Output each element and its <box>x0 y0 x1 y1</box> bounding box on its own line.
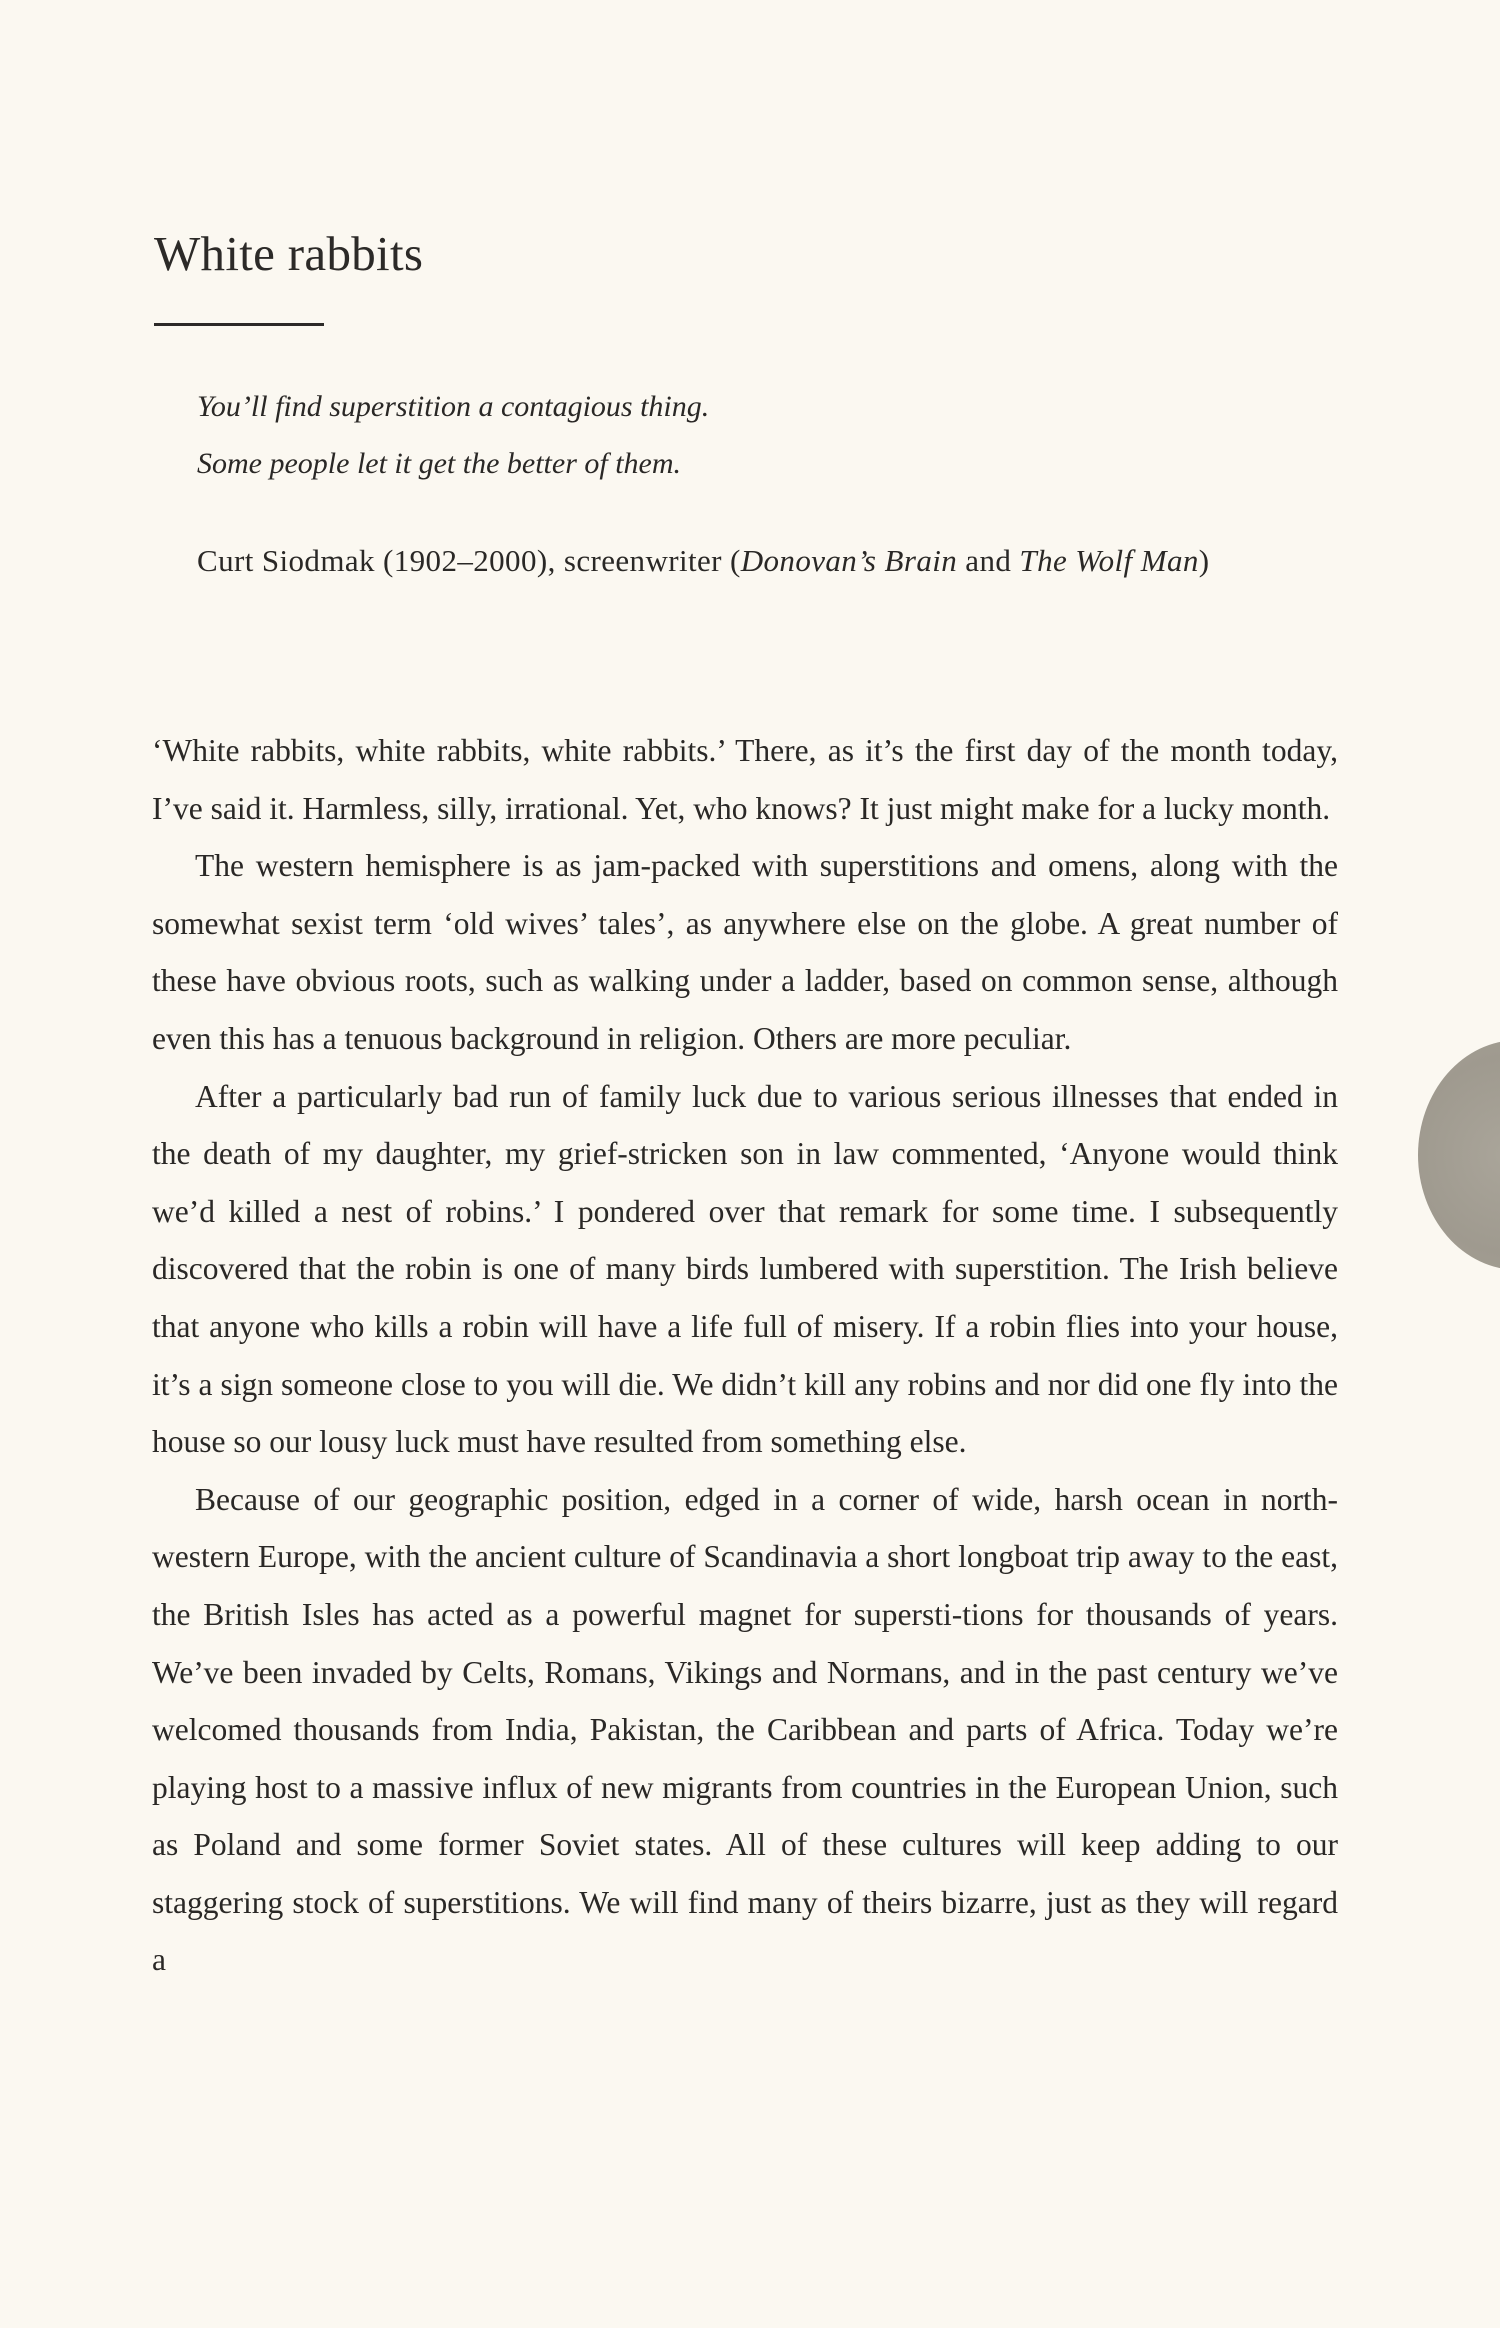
epigraph-attribution <box>197 532 1317 589</box>
attribution-work-1: Donovan’s Brain <box>740 543 958 578</box>
attribution-work-2: The Wolf Man <box>1019 543 1199 578</box>
body-text <box>152 722 1338 1989</box>
paragraph: ‘White rabbits, white rabbits, white rabbits.’ There, as it’s the first day of the month today, I’ve said it. Harmless, silly, irrational. Yet, who knows? It just might make for a lucky month. <box>152 733 1338 826</box>
epigraph-line: You’ll find superstition a contagious thing. <box>197 390 710 423</box>
paragraph: After a particularly bad run of family luck due to various serious illnesses that ended in the death of my daughter, my grief-stricken son in law commented, ‘Anyone would think we’d killed a nest of robins.’ I pondered over that remark for some time. I subsequently discovered that the robin is one of many birds lumbered with superstition. The Irish believe that anyone who kills a robin will have a life full of misery. If a robin flies into your house, it’s a sign someone close to you will die. We didn’t kill any robins and nor did one fly into the house so our lousy luck must have resulted from something else. <box>152 1078 1338 1460</box>
attribution-prefix: Curt Siodmak (1902–2000), screenwriter ( <box>197 543 741 578</box>
thumb-index-tab <box>1418 1040 1500 1270</box>
paragraph: Because of our geographic position, edged in a corner of wide, harsh ocean in north-western Europe, with the ancient culture of Scandinavia a short longboat trip away to the east, the British Isles has acted as a powerful magnet for supersti-tions for thousands of years. We’ve been invaded by Celts, Romans, Vikings and Normans, and in the past century we’ve welcomed thousands from India, Pakistan, the Caribbean and parts of Africa. Today we’re playing host to a massive influx of new migrants from countries in the European Union, such as Poland and some former Soviet states. All of these cultures will keep adding to our staggering stock of superstitions. We will find many of theirs bizarre, just as they will regard a <box>152 1481 1338 1978</box>
paragraph: The western hemisphere is as jam-packed with superstitions and omens, along with the somewhat sexist term ‘old wives’ tales’, as anywhere else on the globe. A great number of these have obvious roots, such as walking under a ladder, based on common sense, although even this has a tenuous background in religion. Others are more peculiar. <box>152 848 1338 1056</box>
epigraph <box>197 378 1317 589</box>
attribution-suffix: ) <box>1198 543 1210 578</box>
epigraph-line: Some people let it get the better of them. <box>197 447 682 480</box>
attribution-connector: and <box>957 543 1020 578</box>
title-rule <box>154 323 324 326</box>
chapter-title: White rabbits <box>154 226 424 281</box>
